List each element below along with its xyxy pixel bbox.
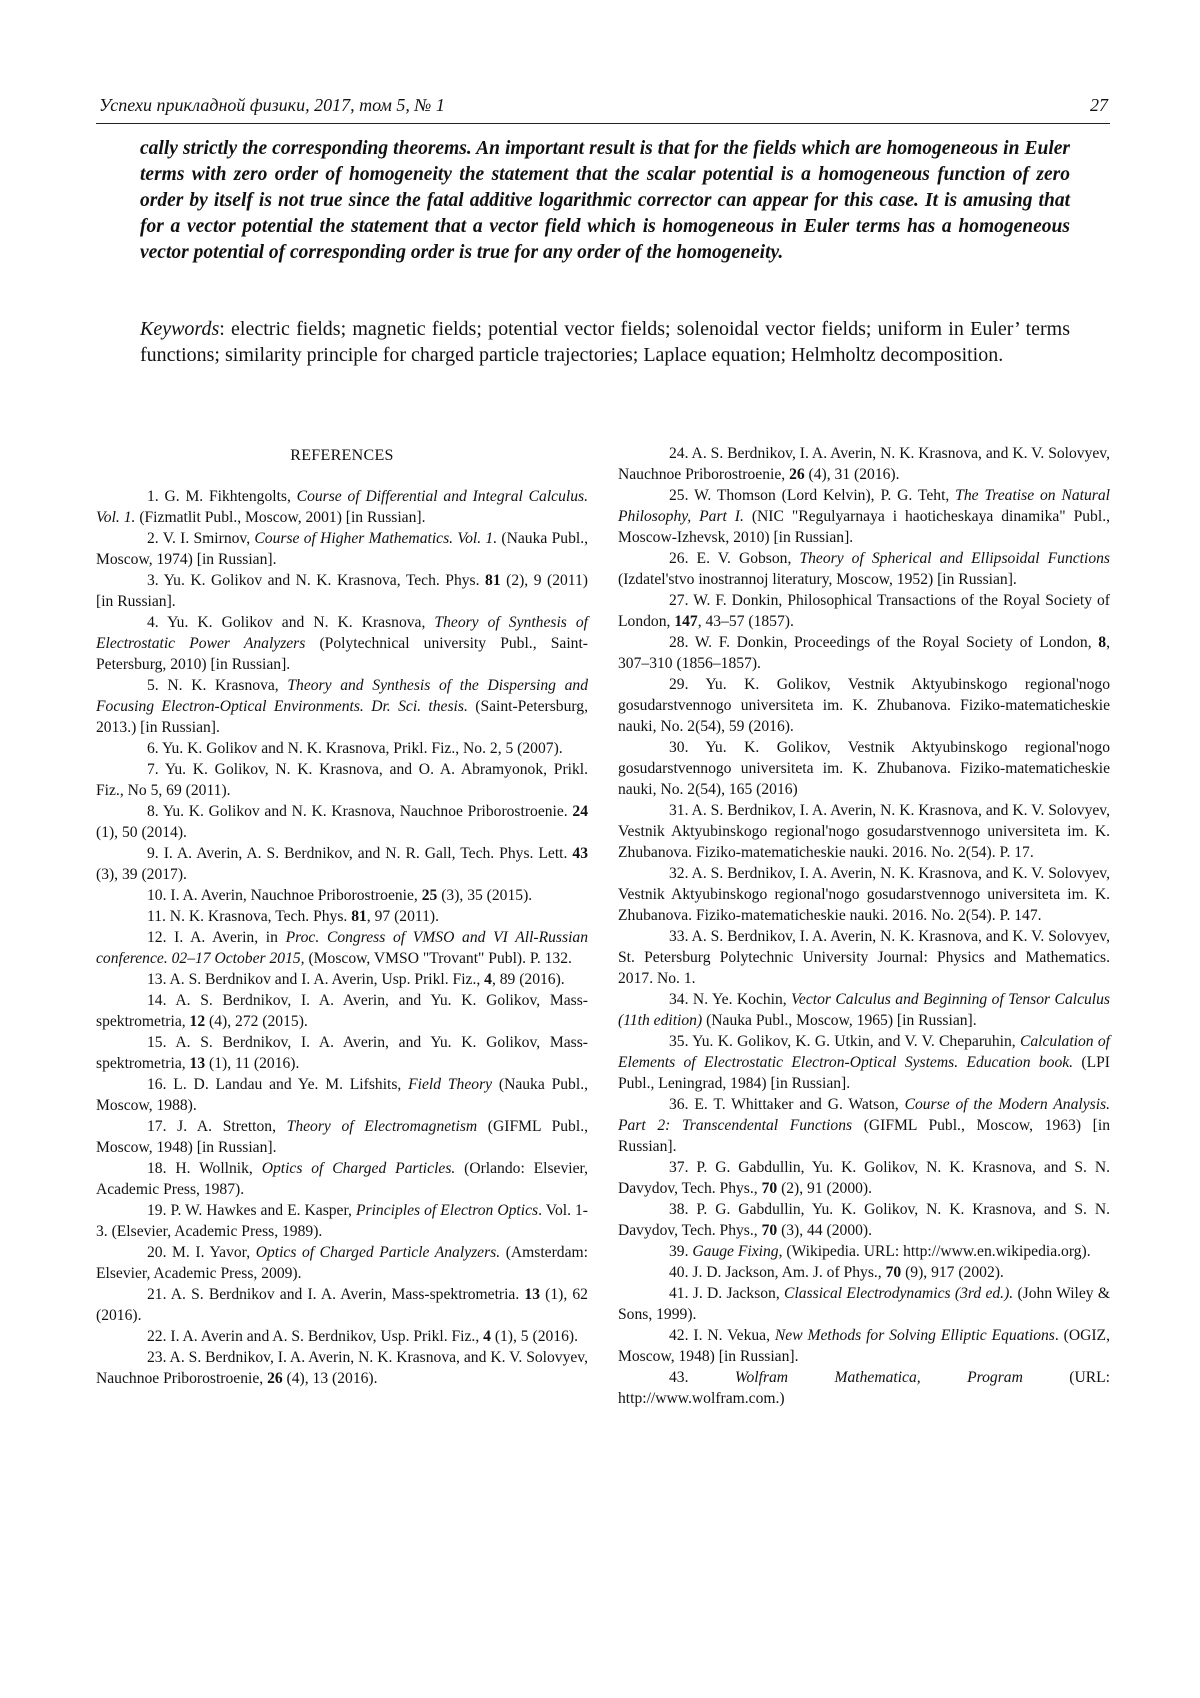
reference-item: 5. N. K. Krasnova, Theory and Synthesis of the Dispersing and Focusing Electron-Optical Environments. Dr. Sci. thesis. (Saint-Petersburg, 2013.) [in Russian]. <box>96 677 588 736</box>
reference-item: 13. A. S. Berdnikov and I. A. Averin, Usp. Prikl. Fiz., 4, 89 (2016). <box>147 971 565 988</box>
reference-item: 26. E. V. Gobson, Theory of Spherical and Ellipsoidal Functions (Izdatel'stvo inostrannoj literatury, Moscow, 1952) [in Russian]. <box>618 550 1110 588</box>
reference-item: 3. Yu. K. Golikov and N. K. Krasnova, Tech. Phys. 81 (2), 9 (2011) [in Russian]. <box>96 572 588 610</box>
reference-item: 22. I. A. Averin and A. S. Berdnikov, Usp. Prikl. Fiz., 4 (1), 5 (2016). <box>147 1328 578 1345</box>
reference-item: 10. I. A. Averin, Nauchnoe Priborostroenie, 25 (3), 35 (2015). <box>147 887 533 904</box>
reference-item: 36. E. T. Whittaker and G. Watson, Course of the Modern Analysis. Part 2: Transcendental Functions (GIFML Publ., Moscow, 1963) [in Russian]. <box>618 1096 1111 1155</box>
keywords-text: : electric fields; magnetic fields; potential vector fields; solenoidal vector fields; uniform in Euler’ terms functions; similarity principle for charged particle trajectories; Laplace equation; Helmholtz decomposition. <box>140 318 1070 366</box>
references-column-left <box>96 486 588 1389</box>
reference-item: 25. W. Thomson (Lord Kelvin), P. G. Teht, The Treatise on Natural Philosophy, Part I. (NIC "Regulyarnaya i haoticheskaya dinamika" Publ., Moscow-Izhevsk, 2010) [in Russian]. <box>618 487 1110 546</box>
reference-item: 7. Yu. K. Golikov, N. K. Krasnova, and O. A. Abramyonok, Prikl. Fiz., No 5, 69 (2011). <box>96 761 588 799</box>
reference-item: 19. P. W. Hawkes and E. Kasper, Principles of Electron Optics. Vol. 1-3. (Elsevier, Academic Press, 1989). <box>96 1202 588 1240</box>
reference-item: 16. L. D. Landau and Ye. M. Lifshits, Field Theory (Nauka Publ., Moscow, 1988). <box>96 1076 588 1114</box>
reference-item: 14. A. S. Berdnikov, I. A. Averin, and Yu. K. Golikov, Mass-spektrometria, 12 (4), 272 (2015). <box>96 992 588 1030</box>
reference-item: 2. V. I. Smirnov, Course of Higher Mathematics. Vol. 1. (Nauka Publ., Moscow, 1974) [in Russian]. <box>96 530 588 568</box>
reference-item: 40. J. D. Jackson, Am. J. of Phys., 70 (9), 917 (2002). <box>669 1264 1004 1281</box>
references-column-right <box>618 443 1110 1409</box>
reference-item: 4. Yu. K. Golikov and N. K. Krasnova, Theory of Synthesis of Electrostatic Power Analyzers (Polytechnical university Publ., Saint-Petersburg, 2010) [in Russian]. <box>96 614 589 673</box>
reference-item: 31. A. S. Berdnikov, I. A. Averin, N. K. Krasnova, and K. V. Solovyev, Vestnik Aktyubinskogo regional'nogo gosudarstvennogo universiteta im. K. Zhubanova. Fiziko-matematicheskie nauki. 2016. No. 2(54). P. 17. <box>618 802 1110 861</box>
references-title: REFERENCES <box>290 447 394 464</box>
reference-item: 38. P. G. Gabdullin, Yu. K. Golikov, N. K. Krasnova, and S. N. Davydov, Tech. Phys., 70 (3), 44 (2000). <box>618 1201 1110 1239</box>
reference-item: 17. J. A. Stretton, Theory of Electromagnetism (GIFML Publ., Moscow, 1948) [in Russian]. <box>96 1118 588 1156</box>
reference-item: 28. W. F. Donkin, Proceedings of the Royal Society of London, 8, 307–310 (1856–1857). <box>618 634 1110 672</box>
reference-item: 6. Yu. K. Golikov and N. K. Krasnova, Prikl. Fiz., No. 2, 5 (2007). <box>147 740 563 757</box>
reference-item: 34. N. Ye. Kochin, Vector Calculus and Beginning of Tensor Calculus (11th edition) (Nauka Publ., Moscow, 1965) [in Russian]. <box>618 991 1110 1029</box>
reference-item: 43. Wolfram Mathematica, Program (URL: http://www.wolfram.com.) <box>618 1369 1110 1407</box>
running-header <box>96 95 1110 124</box>
reference-item: 20. M. I. Yavor, Optics of Charged Particle Analyzers. (Amsterdam: Elsevier, Academic Press, 2009). <box>96 1244 588 1282</box>
reference-item: 37. P. G. Gabdullin, Yu. K. Golikov, N. K. Krasnova, and S. N. Davydov, Tech. Phys., 70 (2), 91 (2000). <box>618 1159 1110 1197</box>
keywords <box>140 316 1070 368</box>
abstract-text: cally strictly the corresponding theorems. An important result is that for the fields which are homogeneous in Euler terms with zero order of homogeneity the statement that the scalar potential is a homogeneous function of zero order by itself is not true since the fatal additive logarithmic corrector can appear for this case. It is amusing that for a vector potential the statement that a vector field which is homogeneous in Euler terms has a homogeneous vector potential of corresponding order is true for any order of the homogeneity. <box>140 138 1070 263</box>
reference-item: 29. Yu. K. Golikov, Vestnik Aktyubinskogo regional'nogo gosudarstvennogo universiteta im. K. Zhubanova. Fiziko-matematicheskie nauki, No. 2(54), 59 (2016). <box>618 676 1110 735</box>
reference-item: 18. H. Wollnik, Optics of Charged Particles. (Orlando: Elsevier, Academic Press, 1987). <box>96 1160 588 1198</box>
reference-item: 33. A. S. Berdnikov, I. A. Averin, N. K. Krasnova, and K. V. Solovyev, St. Petersburg Polytechnic University Journal: Physics and Mathematics. 2017. No. 1. <box>618 928 1110 987</box>
reference-item: 39. Gauge Fixing, (Wikipedia. URL: http://www.en.wikipedia.org). <box>669 1243 1091 1260</box>
reference-item: 8. Yu. K. Golikov and N. K. Krasnova, Nauchnoe Priborostroenie. 24 (1), 50 (2014). <box>96 803 588 841</box>
reference-item: 11. N. K. Krasnova, Tech. Phys. 81, 97 (2011). <box>147 908 439 925</box>
reference-item: 9. I. A. Averin, A. S. Berdnikov, and N. R. Gall, Tech. Phys. Lett. 43 (3), 39 (2017). <box>96 845 588 883</box>
reference-item: 23. A. S. Berdnikov, I. A. Averin, N. K. Krasnova, and K. V. Solovyev, Nauchnoe Priborostroenie, 26 (4), 13 (2016). <box>96 1349 588 1387</box>
reference-item: 32. A. S. Berdnikov, I. A. Averin, N. K. Krasnova, and K. V. Solovyev, Vestnik Aktyubinskogo regional'nogo gosudarstvennogo universiteta im. K. Zhubanova. Fiziko-matematicheskie nauki. 2016. No. 2(54). P. 147. <box>618 865 1110 924</box>
journal-title: Успехи прикладной физики, 2017, том 5, № 1 <box>99 95 445 115</box>
reference-item: 24. A. S. Berdnikov, I. A. Averin, N. K. Krasnova, and K. V. Solovyev, Nauchnoe Priborostroenie, 26 (4), 31 (2016). <box>618 445 1110 483</box>
page-number: 27 <box>1090 95 1108 115</box>
reference-item: 35. Yu. K. Golikov, K. G. Utkin, and V. V. Cheparuhin, Calculation of Elements of Electrostatic Electron-Optical Systems. Education book. (LPI Publ., Leningrad, 1984) [in Russian]. <box>618 1033 1110 1092</box>
reference-item: 15. A. S. Berdnikov, I. A. Averin, and Yu. K. Golikov, Mass-spektrometria, 13 (1), 11 (2016). <box>96 1034 588 1072</box>
reference-item: 12. I. A. Averin, in Proc. Congress of VMSO and VI All-Russian conference. 02–17 October 2015, (Moscow, VMSO "Trovant" Publ). P. 132. <box>96 929 588 967</box>
reference-item: 27. W. F. Donkin, Philosophical Transactions of the Royal Society of London, 147, 43–57 (1857). <box>618 592 1110 630</box>
reference-item: 42. I. N. Vekua, New Methods for Solving Elliptic Equations. (OGIZ, Moscow, 1948) [in Russian]. <box>618 1327 1110 1365</box>
keywords-label: Keywords <box>140 318 220 340</box>
reference-item: 1. G. M. Fikhtengolts, Course of Differential and Integral Calculus. Vol. 1. (Fizmatlit Publ., Moscow, 2001) [in Russian]. <box>96 488 588 526</box>
reference-item: 30. Yu. K. Golikov, Vestnik Aktyubinskogo regional'nogo gosudarstvennogo universiteta im. K. Zhubanova. Fiziko-matematicheskie nauki, No. 2(54), 165 (2016) <box>618 739 1110 798</box>
reference-item: 21. A. S. Berdnikov and I. A. Averin, Mass-spektrometria. 13 (1), 62 (2016). <box>96 1286 588 1324</box>
reference-item: 41. J. D. Jackson, Classical Electrodynamics (3rd ed.). (John Wiley & Sons, 1999). <box>618 1285 1111 1323</box>
